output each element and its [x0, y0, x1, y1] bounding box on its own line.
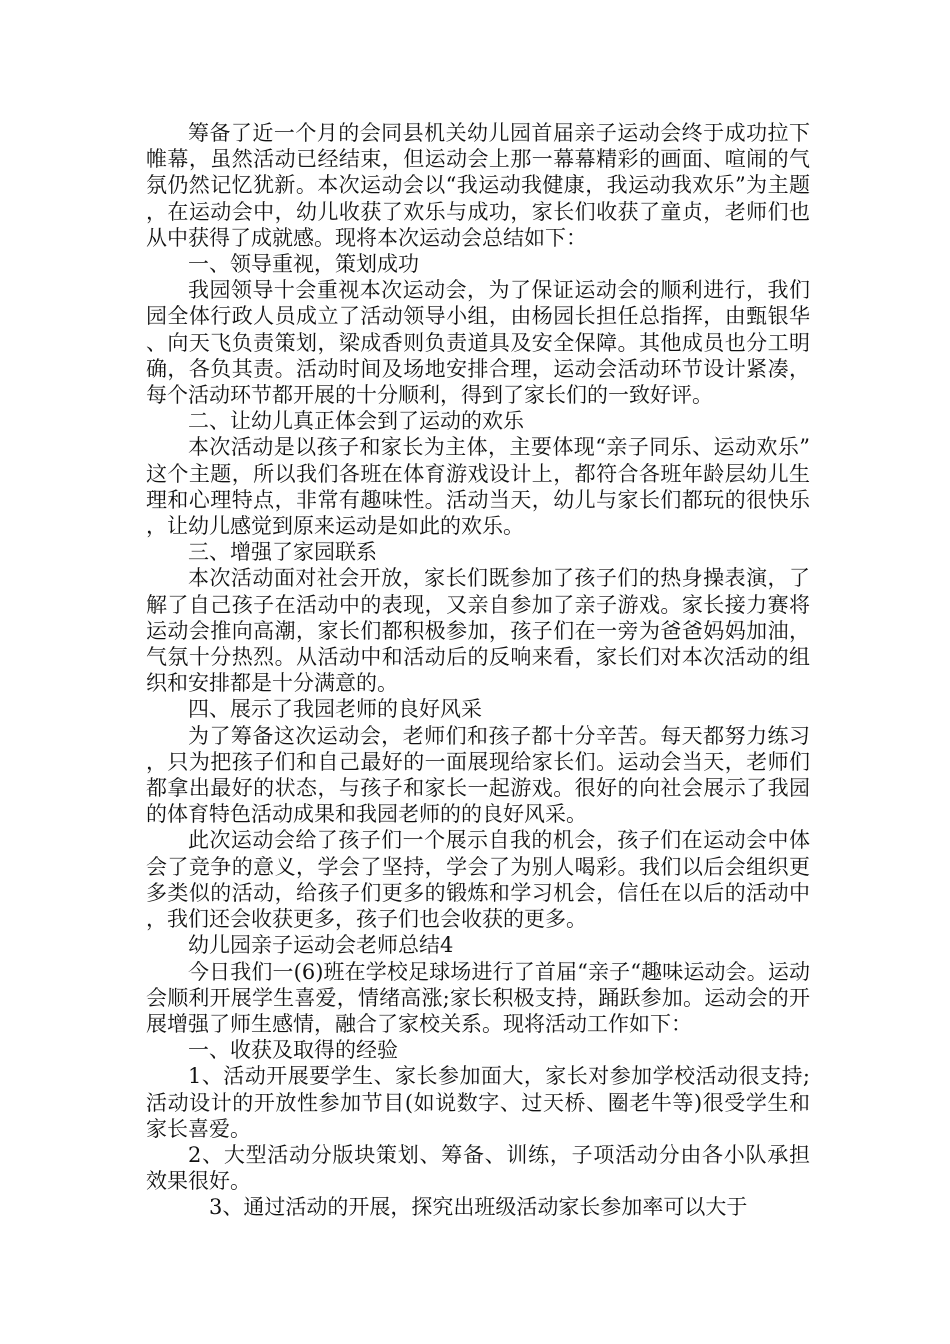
section-heading-gains: 一、收获及取得的经验 — [188, 1038, 398, 1063]
section-heading-4: 四、展示了我园老师的良好风采 — [188, 697, 482, 722]
paragraph-intro: 筹备了近一个月的会同县机关幼儿园首届亲子运动会终于成功拉下帷幕，虽然活动已经结束，但运动会上那一幕幕精彩的画面、喧闹的气氛仍然记忆犹新。本次运动会以“我运动我健康，我运动我欢乐”为主题，在运动会中，幼儿收获了欢乐与成功，家长们收获了童贞，老师们也从中获得了成就感。现将本次运动会总结如下： — [146, 121, 810, 250]
article-title-4: 幼儿园亲子运动会老师总结4 — [188, 933, 454, 958]
section-heading-3: 三、增强了家园联系 — [188, 540, 377, 565]
section-heading-2: 二、让幼儿真正体会到了运动的欢乐 — [188, 409, 524, 434]
paragraph-conclusion: 此次运动会给了孩子们一个展示自我的机会，孩子们在运动会中体会了竞争的意义，学会了坚持，学会了为别人喝彩。我们以后会组织更多类似的活动，给孩子们更多的锻炼和学习机会，信任在以后的活动中，我们还会收获更多，孩子们也会收获的更多。 — [146, 828, 810, 932]
list-item-2: 2、大型活动分版块策划、筹备、训练，子项活动分由各小队承担效果很好。 — [146, 1142, 810, 1194]
document-body — [146, 120, 810, 1221]
paragraph-section-3: 本次活动面对社会开放，家长们既参加了孩子们的热身操表演，了解了自己孩子在活动中的表现，又亲自参加了亲子游戏。家长接力赛将运动会推向高潮，家长们都积极参加，孩子们在一旁为爸爸妈妈加油，气氛十分热烈。从活动中和活动后的反响来看，家长们对本次活动的组织和安排都是十分满意的。 — [146, 566, 810, 696]
paragraph-section-4: 为了筹备这次运动会，老师们和孩子都十分辛苦。每天都努力练习，只为把孩子们和自己最好的一面展现给家长们。运动会当天，老师们都拿出最好的状态，与孩子和家长一起游戏。很好的向社会展示了我园的体育特色活动成果和我园老师的的良好风采。 — [146, 723, 810, 827]
paragraph-section-1: 我园领导十会重视本次运动会，为了保证运动会的顺利进行，我们园全体行政人员成立了活动领导小组，由杨园长担任总指挥，由甄银华、向天飞负责策划，梁成香则负责道具及安全保障。其他成员也分工明确，各负其责。活动时间及场地安排合理，运动会活动环节设计紧凑，每个活动环节都开展的十分顺利，得到了家长们的一致好评。 — [146, 278, 810, 408]
list-item-1: 1、活动开展要学生、家长参加面大，家长对参加学校活动很支持;活动设计的开放性参加节目(如说数字、过天桥、圈老牛等)很受学生和家长喜爱。 — [146, 1064, 810, 1141]
section-heading-1: 一、领导重视，策划成功 — [188, 252, 419, 277]
list-item-3: 3、通过活动的开展，探究出班级活动家长参加率可以大于 — [209, 1195, 748, 1220]
paragraph-section-2: 本次活动是以孩子和家长为主体，主要体现“亲子同乐、运动欢乐”这个主题，所以我们各班在体育游戏设计上，都符合各班年龄层幼儿生理和心理特点，非常有趣味性。活动当天，幼儿与家长们都玩的很快乐，让幼儿感觉到原来运动是如此的欢乐。 — [146, 435, 810, 539]
paragraph-intro-4: 今日我们一(6)班在学校足球场进行了首届“亲子“趣味运动会。运动会顺利开展学生喜爱，情绪高涨;家长积极支持，踊跃参加。运动会的开展增强了师生感情，融合了家校关系。现将活动工作如下： — [146, 959, 810, 1036]
